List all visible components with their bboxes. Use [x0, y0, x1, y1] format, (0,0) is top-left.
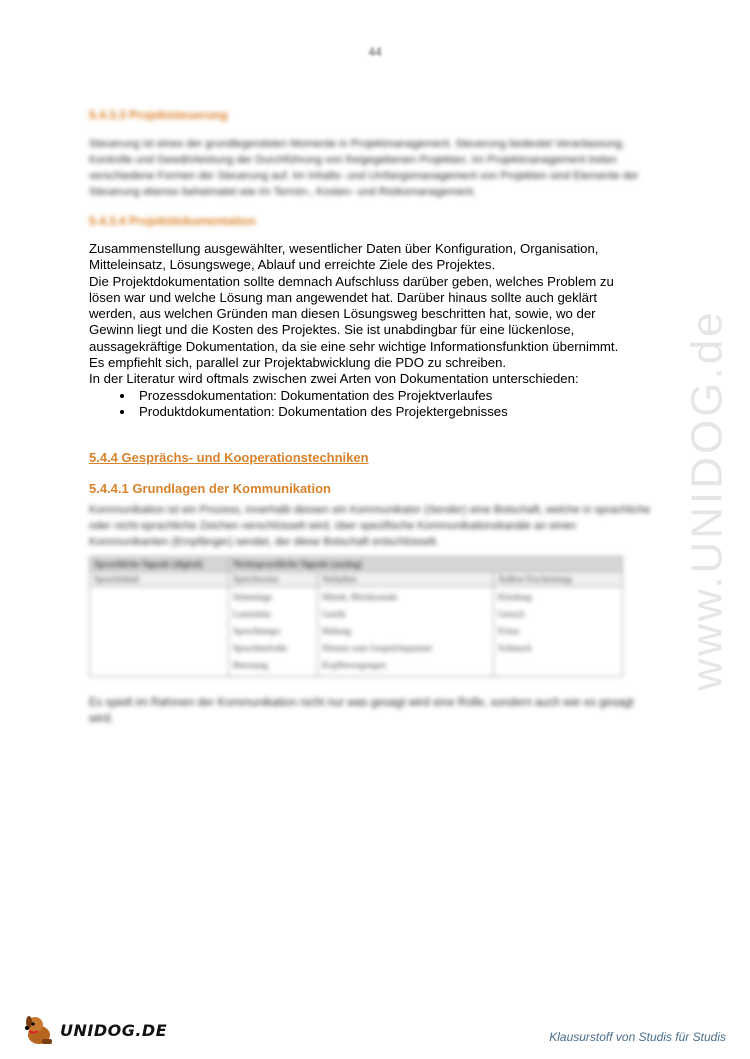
- text-line: In der Literatur wird oftmals zwischen zwei Arten von Dokumentation unterschieden:: [89, 371, 579, 387]
- paragraph-projektdokumentation: [89, 241, 655, 420]
- heading-grundlagen-kommunikation: 5.4.4.1 Grundlagen der Kommunikation: [89, 481, 331, 497]
- section-kommunikation-blurred: [89, 502, 655, 727]
- cell-line: Sprachmelodie: [233, 643, 287, 654]
- cell-line: Gestik: [322, 609, 346, 620]
- table-header: Sprachliche Signale (digital): [90, 557, 229, 572]
- text-line: Mitteleinsatz, Lösungswege, Ablauf und erreichte Ziele des Projektes.: [89, 257, 496, 273]
- cell-line: Haltung: [322, 626, 351, 637]
- document-body: [89, 108, 655, 727]
- signals-table: [89, 556, 623, 677]
- dog-mascot-icon: [22, 1013, 56, 1047]
- paragraph-after-table: Es spielt im Rahmen der Kommunikation nicht nur was gesagt wird eine Rolle, sondern auch wie es gesagt wird.: [89, 697, 634, 726]
- cell-line: Betonung: [233, 660, 268, 671]
- paragraph-kommunikation: Kommunikation ist ein Prozess, innerhalb dessen ein Kommunikator (Sender) eine Botschaft, welche in sprachliche oder nicht-sprachliche Zeichen verschlüsselt wird, über spezifische Kommunikationskanäle an einen Kommunikanten (Empfänger) sendet, der diese Botschaft entschlüsselt.: [89, 504, 651, 549]
- text-line: werden, aus welchen Gründen man diesen Lösungsweg beschritten hat, sowie, wo der: [89, 306, 596, 322]
- cell-line: Sprechtempo: [233, 626, 281, 637]
- logo-text: UNIDOG.DE: [60, 1020, 168, 1040]
- text-line: Zusammenstellung ausgewählter, wesentlicher Daten über Konfiguration, Organisation,: [89, 241, 599, 256]
- heading-projektsteuerung: 5.4.3.3 Projektsteuerung: [89, 108, 228, 122]
- table-cell: Äußere Erscheinung: [494, 572, 623, 587]
- watermark: [683, 270, 733, 730]
- list-item: • Prozessdokumentation: Dokumentation des Projektverlaufes: [135, 388, 655, 404]
- table-cell: [229, 587, 318, 677]
- table-header: Nichtsprachliche Signale (analog): [229, 557, 623, 572]
- cell-line: Schmuck: [498, 643, 532, 654]
- cell-line: Lautstärke: [233, 609, 271, 620]
- cell-line: Frisur: [498, 626, 520, 637]
- unidog-logo[interactable]: [22, 1012, 167, 1048]
- cell-line: Distanz zum Gesprächspartner: [322, 643, 433, 654]
- table-cell: Verhalten: [318, 572, 494, 587]
- table-cell: Sprechweise: [229, 572, 318, 587]
- page-number: 44: [368, 45, 382, 59]
- table-cell: Sprachinhalt: [90, 572, 229, 587]
- documentation-types-list: [89, 388, 655, 421]
- footer-tagline: Klausurstoff von Studis für Studis: [549, 1030, 726, 1044]
- text-line: lösen war und welche Lösung man angewendet hat. Darüber hinaus sollte auch geklärt: [89, 289, 598, 305]
- table-cell: [318, 587, 494, 677]
- cell-line: Geruch: [498, 609, 525, 620]
- cell-line: Kleidung: [498, 592, 532, 603]
- heading-projektdokumentation: 5.4.3.4 Projektdokumentation: [89, 214, 256, 228]
- cell-line: Mimik, Blickkontakt: [322, 592, 398, 603]
- text-line: Die Projektdokumentation sollte demnach Aufschluss darüber geben, welches Problem zu: [89, 273, 614, 289]
- text-line: Es empfiehlt sich, parallel zur Projektabwicklung die PDO zu schreiben.: [89, 355, 507, 371]
- cell-line: Kopfbewegungen: [322, 660, 386, 671]
- watermark-text: www.UNIDOG.de: [683, 309, 733, 691]
- heading-projektdokumentation-wrap: [89, 214, 655, 228]
- paragraph-projektsteuerung: Steuerung ist eines der grundlegendsten Momente in Projektmanagement. Steuerung bedeutet Veranlassung, Kontrolle und Gewährleistung der Durchführung von freigegebenen Projekten. Im Projektmanagement treten verschiedene Formen der Steuerung auf. Im Inhalts- und Umfangsmanagement von Projekten sind Elemente der Steuerung ebenso beheimatet wie im Termin-, Kosten- und Risikomanagement.: [89, 138, 639, 198]
- text-line: Gewinn liegt und die Kosten des Projektes. Sie ist unabdingbar für eine lückenlose,: [89, 322, 575, 338]
- table-cell: [494, 587, 623, 677]
- heading-gespraechstechniken: 5.4.4 Gesprächs- und Kooperationstechniken: [89, 450, 369, 466]
- cell-line: Stimmlage: [233, 592, 272, 603]
- section-projektsteuerung: [89, 108, 655, 200]
- text-line: aussagekräftige Dokumentation, da sie eine sehr wichtige Informationsfunktion übernimmt.: [89, 338, 619, 354]
- table-cell: [90, 587, 229, 677]
- list-item: • Produktdokumentation: Dokumentation des Projektergebnisses: [135, 404, 655, 420]
